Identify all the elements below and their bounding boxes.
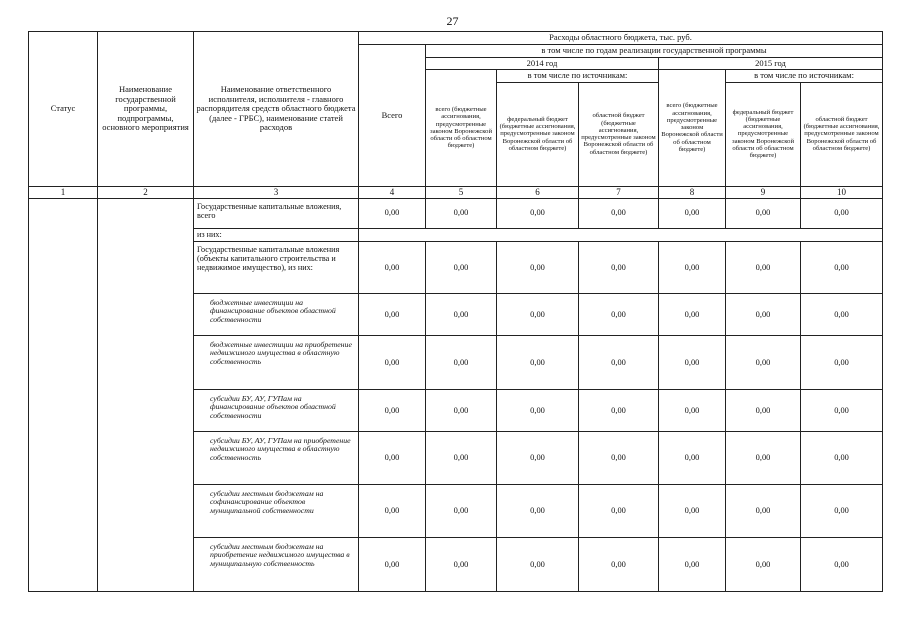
value-cell: 0,00 xyxy=(801,335,883,389)
value-cell: 0,00 xyxy=(801,293,883,335)
value-cell: 0,00 xyxy=(497,431,579,484)
value-cell: 0,00 xyxy=(426,293,497,335)
value-cell: 0,00 xyxy=(497,537,579,591)
value-cell: 0,00 xyxy=(359,293,426,335)
header-executor: Наименование ответственного исполнителя, исполнителя - главного распорядителя средств областного бюджета (далее - ГРБС), наименование статей расходов xyxy=(194,32,359,187)
column-number: 5 xyxy=(426,186,497,198)
value-cell: 0,00 xyxy=(426,335,497,389)
header-2015-by-sources: в том числе по источникам: xyxy=(726,70,883,83)
header-status: Статус xyxy=(29,32,98,187)
value-cell: 0,00 xyxy=(579,431,659,484)
header-year-2015: 2015 год xyxy=(659,57,883,70)
value-cell: 0,00 xyxy=(726,293,801,335)
page-number: 27 xyxy=(446,14,459,28)
value-cell: 0,00 xyxy=(359,537,426,591)
program-name-cell xyxy=(98,198,194,591)
row-label: субсидии БУ, АУ, ГУПам на приобретение недвижимого имущества в областную собственность xyxy=(194,431,359,484)
row-label: Государственные капитальные вложения (объекты капитального строительства и недвижимое имущество), из них: xyxy=(194,241,359,293)
header-2015-regional: областной бюджет (бюджетные ассигнования, предусмотренные законом Воронежской области об областном бюджете) xyxy=(801,82,883,186)
value-cell: 0,00 xyxy=(659,484,726,537)
budget-table xyxy=(28,31,883,592)
column-number: 3 xyxy=(194,186,359,198)
value-cell: 0,00 xyxy=(726,484,801,537)
header-total: Всего xyxy=(359,45,426,187)
header-year-2014: 2014 год xyxy=(426,57,659,70)
column-number: 9 xyxy=(726,186,801,198)
value-cell: 0,00 xyxy=(579,241,659,293)
row-label: субсидии местным бюджетам на приобретение недвижимого имущества в муниципальную собственность xyxy=(194,537,359,591)
value-cell: 0,00 xyxy=(426,241,497,293)
value-cell: 0,00 xyxy=(497,484,579,537)
value-cell: 0,00 xyxy=(801,431,883,484)
value-cell: 0,00 xyxy=(726,241,801,293)
value-cell: 0,00 xyxy=(659,537,726,591)
value-cell: 0,00 xyxy=(426,389,497,431)
value-cell: 0,00 xyxy=(801,241,883,293)
value-cell: 0,00 xyxy=(726,537,801,591)
value-cell: 0,00 xyxy=(359,484,426,537)
column-number: 2 xyxy=(98,186,194,198)
value-cell: 0,00 xyxy=(359,198,426,228)
value-cell: 0,00 xyxy=(359,335,426,389)
table-row xyxy=(29,198,883,228)
value-cell: 0,00 xyxy=(726,335,801,389)
column-number: 4 xyxy=(359,186,426,198)
value-cell: 0,00 xyxy=(726,389,801,431)
value-cell: 0,00 xyxy=(726,431,801,484)
value-cell: 0,00 xyxy=(659,335,726,389)
status-cell xyxy=(29,198,98,591)
column-number-row xyxy=(29,186,883,198)
header-2014-federal: федеральный бюджет (бюджетные ассигнования, предусмотренные законом Воронежской области об областном бюджете) xyxy=(497,82,579,186)
value-cell: 0,00 xyxy=(801,389,883,431)
header-expenses: Расходы областного бюджета, тыс. руб. xyxy=(359,32,883,45)
header-2014-regional: областной бюджет (бюджетные ассигнования, предусмотренные законом Воронежской области об областном бюджете) xyxy=(579,82,659,186)
value-cell: 0,00 xyxy=(579,293,659,335)
value-cell: 0,00 xyxy=(579,389,659,431)
row-label: из них: xyxy=(194,228,359,241)
row-label: субсидии местным бюджетам на софинансирование объектов муниципальной собственности xyxy=(194,484,359,537)
value-cell: 0,00 xyxy=(659,198,726,228)
row-label: Государственные капитальные вложения, всего xyxy=(194,198,359,228)
value-cell: 0,00 xyxy=(497,389,579,431)
value-cell: 0,00 xyxy=(426,537,497,591)
row-label: бюджетные инвестиции на приобретение недвижимого имущества в областную собственность xyxy=(194,335,359,389)
header-2014-total: всего (бюджетные ассигнования, предусмотренные законом Воронежской области об областном бюджете) xyxy=(426,70,497,187)
value-cell: 0,00 xyxy=(801,198,883,228)
value-cell: 0,00 xyxy=(497,293,579,335)
value-cell: 0,00 xyxy=(659,241,726,293)
value-cell: 0,00 xyxy=(801,537,883,591)
value-cell: 0,00 xyxy=(579,335,659,389)
column-number: 1 xyxy=(29,186,98,198)
value-cell: 0,00 xyxy=(659,293,726,335)
header-2015-federal: федеральный бюджет (бюджетные ассигнования, предусмотренные законом Воронежской области об областном бюджете) xyxy=(726,82,801,186)
value-cell: 0,00 xyxy=(426,484,497,537)
value-cell: 0,00 xyxy=(497,198,579,228)
value-cell: 0,00 xyxy=(579,537,659,591)
value-cell: 0,00 xyxy=(359,431,426,484)
column-number: 10 xyxy=(801,186,883,198)
header-by-years: в том числе по годам реализации государственной программы xyxy=(426,45,883,58)
header-program-name: Наименование государственной программы, подпрограммы, основного мероприятия xyxy=(98,32,194,187)
column-number: 8 xyxy=(659,186,726,198)
row-label: бюджетные инвестиции на финансирование объектов областной собственности xyxy=(194,293,359,335)
value-cell: 0,00 xyxy=(579,484,659,537)
value-cell: 0,00 xyxy=(659,431,726,484)
value-cell: 0,00 xyxy=(426,198,497,228)
header-2015-total: всего (бюджетные ассигнования, предусмотренные законом Воронежской области об областном бюджете) xyxy=(659,70,726,187)
value-cell: 0,00 xyxy=(497,335,579,389)
value-cell: 0,00 xyxy=(359,389,426,431)
value-cell: 0,00 xyxy=(579,198,659,228)
value-cell: 0,00 xyxy=(801,484,883,537)
value-cell: 0,00 xyxy=(426,431,497,484)
row-label: субсидии БУ, АУ, ГУПам на финансирование объектов областной собственности xyxy=(194,389,359,431)
value-cell: 0,00 xyxy=(659,389,726,431)
column-number: 6 xyxy=(497,186,579,198)
value-cell: 0,00 xyxy=(497,241,579,293)
column-number: 7 xyxy=(579,186,659,198)
value-cell: 0,00 xyxy=(359,241,426,293)
value-cell: 0,00 xyxy=(726,198,801,228)
empty-values-cell xyxy=(359,228,883,241)
header-2014-by-sources: в том числе по источникам: xyxy=(497,70,659,83)
